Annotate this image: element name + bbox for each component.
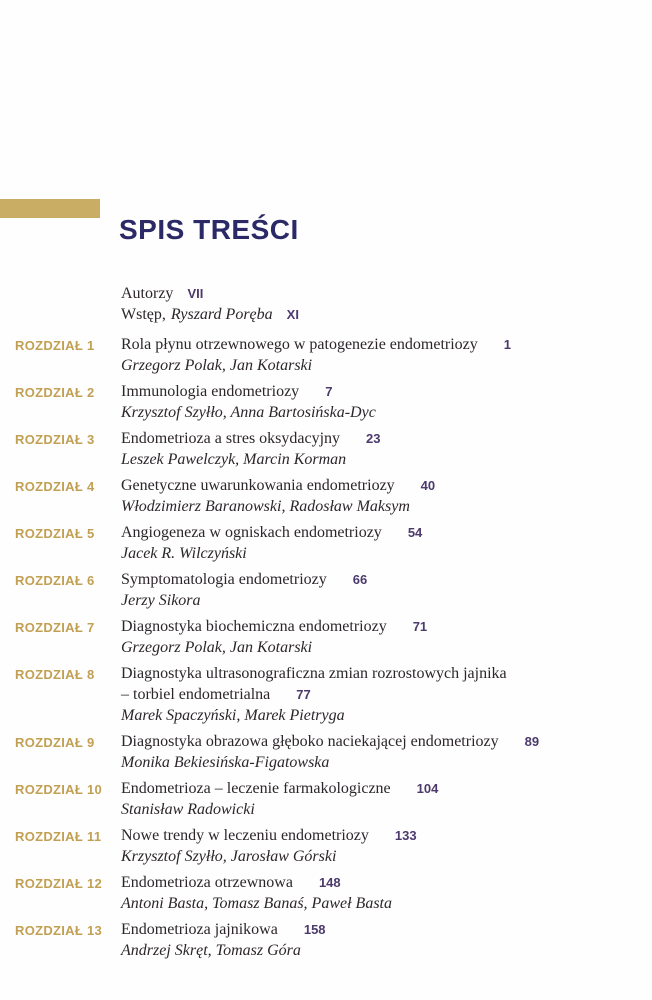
front-matter-row xyxy=(121,283,652,304)
chapter-body xyxy=(121,475,652,517)
chapter-page-number: 158 xyxy=(303,922,326,937)
chapter-title: Endometrioza a stres oksydacyjny xyxy=(121,430,341,447)
page-title: SPIS TREŚCI xyxy=(119,213,299,245)
chapter-title-line xyxy=(121,334,644,355)
chapter-page-number: 77 xyxy=(296,687,311,702)
chapter-label: ROZDZIAŁ 5 xyxy=(15,526,95,541)
front-matter-label: Wstęp, xyxy=(121,306,166,323)
chapter-page-number: 23 xyxy=(366,431,381,446)
toc-entry xyxy=(0,919,652,961)
chapter-title-line xyxy=(121,919,644,940)
toc-entry xyxy=(0,381,652,423)
chapter-title-lines xyxy=(121,778,644,799)
chapter-title-line xyxy=(121,428,644,449)
chapter-label: ROZDZIAŁ 11 xyxy=(15,829,102,844)
chapter-title-lines xyxy=(121,825,644,846)
chapter-title: Rola płynu otrzewnowego w patogenezie endometriozy xyxy=(121,336,478,353)
chapter-page-number: 7 xyxy=(325,384,333,399)
chapter-authors: Andrzej Skręt, Tomasz Góra xyxy=(121,942,301,959)
chapter-title-lines xyxy=(121,872,644,893)
chapter-title-line xyxy=(121,663,644,684)
chapter-title-line xyxy=(121,778,644,799)
chapter-page-number: 66 xyxy=(352,572,368,587)
chapter-body xyxy=(121,569,652,611)
chapter-title-line xyxy=(121,872,644,893)
chapter-page-number: 133 xyxy=(394,828,417,843)
chapter-label: ROZDZIAŁ 13 xyxy=(15,923,103,938)
chapter-label: ROZDZIAŁ 3 xyxy=(15,432,95,447)
chapter-body xyxy=(121,663,652,726)
chapter-page-number: 104 xyxy=(416,781,439,796)
chapter-authors: Krzysztof Szyłło, Anna Bartosińska-Dyc xyxy=(121,404,376,421)
chapter-title: Immunologia endometriozy xyxy=(121,383,300,400)
chapter-authors: Jerzy Sikora xyxy=(121,592,201,609)
front-matter xyxy=(121,283,652,325)
chapter-page-number: 148 xyxy=(318,875,341,890)
chapter-label: ROZDZIAŁ 4 xyxy=(15,479,95,494)
chapter-body xyxy=(121,616,652,658)
chapter-title-line xyxy=(121,684,644,705)
chapter-title-lines xyxy=(121,381,644,402)
chapter-page-number: 40 xyxy=(420,478,436,493)
chapter-authors: Krzysztof Szyłło, Jarosław Górski xyxy=(121,848,337,865)
chapter-title: Symptomatologia endometriozy xyxy=(121,571,327,588)
chapter-label: ROZDZIAŁ 6 xyxy=(15,573,95,588)
chapter-title: Nowe trendy w leczeniu endometriozy xyxy=(121,827,369,844)
toc-entry xyxy=(0,663,652,726)
chapter-title-line xyxy=(121,381,644,402)
chapter-title-line xyxy=(121,522,644,543)
chapter-title-lines xyxy=(121,475,644,496)
chapter-body xyxy=(121,381,652,423)
toc-entry xyxy=(0,475,652,517)
chapter-body xyxy=(121,919,652,961)
toc-entry xyxy=(0,872,652,914)
chapter-authors: Stanisław Radowicki xyxy=(121,801,255,818)
toc-entry xyxy=(0,731,652,773)
chapter-title: Endometrioza – leczenie farmakologiczne xyxy=(121,780,391,797)
chapter-title-line xyxy=(121,731,644,752)
chapter-title: Diagnostyka obrazowa głęboko naciekającej endometriozy xyxy=(121,733,499,750)
chapter-authors: Marek Spaczyński, Marek Pietryga xyxy=(121,707,345,724)
chapter-title: Angiogeneza w ogniskach endometriozy xyxy=(121,524,382,541)
chapter-title-line xyxy=(121,569,644,590)
toc-entry xyxy=(0,334,652,376)
chapter-title-lines xyxy=(121,616,644,637)
toc-entry xyxy=(0,616,652,658)
chapter-label: ROZDZIAŁ 7 xyxy=(15,620,95,635)
front-matter-page-number: VII xyxy=(187,286,204,301)
chapter-title-lines xyxy=(121,919,644,940)
toc-entry xyxy=(0,778,652,820)
chapter-body xyxy=(121,522,652,564)
chapter-title-lines xyxy=(121,731,644,752)
chapter-body xyxy=(121,731,652,773)
toc-entry xyxy=(0,428,652,470)
front-matter-label: Autorzy xyxy=(121,285,174,302)
chapter-body xyxy=(121,334,652,376)
chapter-label: ROZDZIAŁ 12 xyxy=(15,876,103,891)
chapter-body xyxy=(121,778,652,820)
chapter-label: ROZDZIAŁ 10 xyxy=(15,782,103,797)
chapter-list xyxy=(0,334,652,961)
chapter-title: Diagnostyka ultrasonograficzna zmian rozrostowych jajnika xyxy=(121,665,507,682)
chapter-label: ROZDZIAŁ 1 xyxy=(15,338,95,353)
chapter-page-number: 71 xyxy=(412,619,428,634)
gold-accent-bar xyxy=(0,199,100,218)
toc-entry xyxy=(0,569,652,611)
front-matter-page-number: XI xyxy=(286,307,299,322)
chapter-body xyxy=(121,825,652,867)
toc-content xyxy=(0,283,652,966)
chapter-body xyxy=(121,428,652,470)
chapter-title-lines xyxy=(121,569,644,590)
chapter-body xyxy=(121,872,652,914)
chapter-authors: Antoni Basta, Tomasz Banaś, Paweł Basta xyxy=(121,895,392,912)
chapter-title: Endometrioza jajnikowa xyxy=(121,921,278,938)
chapter-authors: Monika Bekiesińska-Figatowska xyxy=(121,754,330,771)
chapter-page-number: 1 xyxy=(503,337,512,352)
chapter-title-lines xyxy=(121,428,644,449)
chapter-title-line xyxy=(121,475,644,496)
front-matter-author-name: Ryszard Poręba xyxy=(170,306,273,323)
chapter-page-number: 89 xyxy=(524,734,540,749)
chapter-title: Diagnostyka biochemiczna endometriozy xyxy=(121,618,387,635)
chapter-label: ROZDZIAŁ 2 xyxy=(15,385,95,400)
chapter-authors: Jacek R. Wilczyński xyxy=(121,545,247,562)
chapter-title: Endometrioza otrzewnowa xyxy=(121,874,293,891)
chapter-title: – torbiel endometrialna xyxy=(121,686,271,703)
chapter-page-number: 54 xyxy=(407,525,423,540)
chapter-authors: Leszek Pawelczyk, Marcin Korman xyxy=(121,451,347,468)
chapter-title-lines xyxy=(121,522,644,543)
chapter-title: Genetyczne uwarunkowania endometriozy xyxy=(121,477,395,494)
chapter-title-line xyxy=(121,825,644,846)
chapter-label: ROZDZIAŁ 9 xyxy=(15,735,95,750)
chapter-title-line xyxy=(121,616,644,637)
toc-entry xyxy=(0,825,652,867)
chapter-label: ROZDZIAŁ 8 xyxy=(15,667,95,682)
front-matter-row xyxy=(121,304,652,325)
toc-entry xyxy=(0,522,652,564)
chapter-title-lines xyxy=(121,334,644,355)
chapter-title-lines xyxy=(121,663,644,705)
chapter-authors: Grzegorz Polak, Jan Kotarski xyxy=(121,639,313,656)
chapter-authors: Włodzimierz Baranowski, Radosław Maksym xyxy=(121,498,410,515)
chapter-authors: Grzegorz Polak, Jan Kotarski xyxy=(121,357,313,374)
